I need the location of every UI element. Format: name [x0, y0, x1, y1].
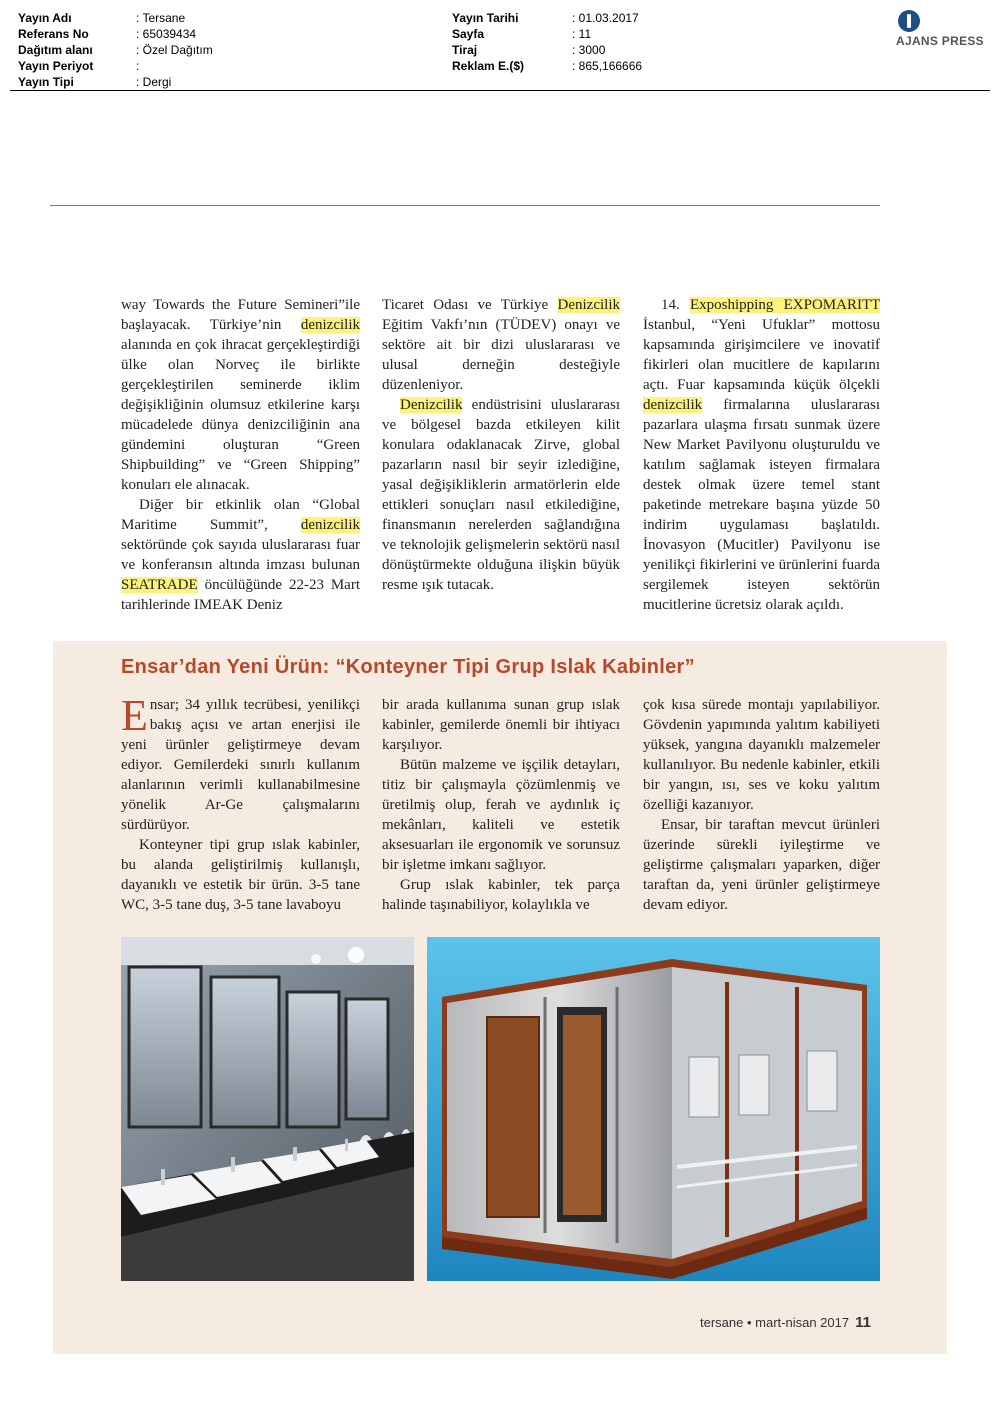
washroom-illustration [121, 937, 414, 1281]
meta-label: Tiraj [452, 43, 478, 57]
box-paragraph: Ensar, bir taraftan mevcut ürünleri üzerinde sürekli iyileştirme ve geliştirme çalışmaları yaparken, diğer taraftan da, yeni ürünler geliştirmeye devam ediyor. [643, 817, 880, 913]
meta-label: Dağıtım alanı [18, 43, 93, 57]
footer-publication: tersane • mart-nisan 2017 [700, 1315, 850, 1330]
container-cabin-illustration [427, 937, 880, 1281]
highlighted-keyword: denizcilik [300, 517, 360, 533]
box-column-1 [121, 691, 360, 915]
meta-label: Yayın Tipi [18, 75, 74, 89]
meta-label: Reklam E.($) [452, 59, 525, 73]
article-paragraph [382, 295, 620, 395]
box-paragraph: Bütün malzeme ve işçilik detayları, titiz bir çalışmayla çözümlenmiş ve üretilmiş olup, ferah ve aydınlık iç mekânları, kaliteli ve estetik aksesuarları ile ergonomik ve sorunsuz bir işletme imkanı sağlıyor. [382, 757, 620, 873]
text-run: alanında en çok ihracat gerçekleştirdiği ülke olan Norveç ile birlikte gerçekleştirilen seminerde iklim değişikliğinin olumsuz etkilerine karşı mücadelede dünya denizciliğinin ana gündemini oluşturan “Green Shipbuilding” ve “Green Shipping” konuları ele alınacak. [121, 337, 360, 493]
meta-row-tiraj [452, 42, 852, 58]
meta-label: Yayın Adı [18, 11, 72, 25]
meta-value: : Dergi [136, 75, 172, 89]
highlighted-keyword: Denizcilik [557, 297, 620, 313]
meta-label: Sayfa [452, 27, 485, 41]
article-paragraph [643, 295, 880, 615]
article-paragraph [121, 495, 360, 615]
text-run: way Towards the Future Semineri”ile başlayacak. Türkiye’nin [121, 297, 360, 333]
washroom-photo [121, 937, 414, 1281]
highlighted-keyword: denizcilik [300, 317, 360, 333]
logo-text: AJANS PRESS [896, 34, 984, 48]
logo-mark-icon [898, 10, 920, 32]
text-run: firmalarına uluslararası pazarlara ulaşma fırsatı sunmak üzere New Market Pavilyonu oluşturuldu ve katılım sağlamak isteyen firmalara destek olmak üzere temel stant paketinde metrekare başına yüzde 50 indirim uygulaması başlatıldı. İnovasyon (Mucitler) Pavilyonu ise yenilikçi fikirlerini ve ürünlerini fuarda sergilemek isteyen sektörün mucitlerine ücretsiz olarak açıldı. [643, 397, 880, 613]
meta-label: Referans No [18, 27, 89, 41]
meta-row-sayfa [452, 26, 852, 42]
publication-meta-right [452, 10, 852, 74]
meta-value: : [136, 59, 140, 73]
article-column-3 [643, 295, 880, 615]
news-box-title: Ensar’dan Yeni Ürün: “Konteyner Tipi Grup Islak Kabinler” [121, 656, 695, 678]
page-top-divider [50, 205, 880, 206]
footer-page-number: 11 [855, 1314, 871, 1331]
meta-row-yayin-periyot [18, 58, 448, 74]
text-run: Eğitim Vakfı’nın (TÜDEV) onayı ve sektöre ait bir dizi uluslararası ve ulusal derneğin desteğiyle düzenleniyor. [382, 317, 620, 393]
box-paragraph: Grup ıslak kabinler, tek parça halinde taşınabiliyor, kolaylıkla ve [382, 877, 620, 913]
box-column-3 [643, 695, 880, 915]
container-cabin-photo [427, 937, 880, 1281]
box-paragraph: çok kısa sürede montajı yapılabiliyor. Gövdenin yapımında yalıtım kabiliyeti yüksek, yangına dayanıklı malzemeler kullanılıyor. Bu nedenle kabinler, etkili bir yangın, ısı, ses ve koku yalıtım özelliği kazanıyor. [643, 697, 880, 813]
text-run: İstanbul, “Yeni Ufuklar” mottosu kapsamında girişimcilere ve inovatif fikirleri olan mucitlere de kapılarını açtı. Fuar kapsamında küçük ölçekli [643, 317, 880, 393]
article-column-2 [382, 295, 620, 595]
highlighted-keyword: Exposhipping EXPOMARITT [690, 297, 881, 313]
header-divider [10, 90, 990, 91]
article-paragraph [382, 395, 620, 595]
highlighted-keyword: Denizcilik [400, 397, 463, 413]
meta-row-yayin-tipi [18, 74, 448, 90]
highlighted-keyword: SEATRADE [121, 577, 198, 593]
text-run: öncülüğünde 22-23 Mart tarihlerinde IMEAK Deniz [121, 577, 360, 613]
page-footer [700, 1314, 871, 1331]
text-run: sektöründe çok sayıda uluslararası fuar ve konferansın altında imzası bulunan [121, 537, 360, 573]
meta-value: : 865,166666 [572, 59, 643, 73]
meta-row-referans-no [18, 26, 448, 42]
meta-row-yayin-adi [18, 10, 448, 26]
drop-cap: E [121, 691, 148, 740]
article-paragraph [121, 295, 360, 495]
text-run: endüstrisini uluslararası ve bölgesel bazda etkileyen kilit konulara odaklanacak Zirve, global pazarların nasıl bir seyir izlediğine, yasal değişikliklerin armatörlerin elde ettikleri sonuçları nasıl etkilediğine, finansmanın nerelerden sağlandığına ve teknolojik gelişmelerin sektörü nasıl dönüştürmekte olduğuna ilişkin büyük resme ışık tutacak. [382, 397, 620, 593]
ajans-press-logo [896, 8, 990, 52]
article-column-1 [121, 295, 360, 615]
box-paragraph [121, 691, 360, 835]
meta-label: Yayın Tarihi [452, 11, 519, 25]
meta-value: : 11 [572, 27, 592, 41]
meta-row-yayin-tarihi [452, 10, 852, 26]
publication-meta-left [18, 10, 448, 90]
meta-value: : 3000 [572, 43, 606, 57]
meta-value: : 01.03.2017 [572, 11, 639, 25]
highlighted-keyword: denizcilik [643, 397, 703, 413]
meta-row-dagitim-alani [18, 42, 448, 58]
text-run: Ticaret Odası ve Türkiye [382, 297, 558, 313]
text-run: Diğer bir etkinlik olan “Global Maritime Summit”, [121, 497, 360, 533]
meta-value: : Özel Dağıtım [136, 43, 213, 57]
meta-label: Yayın Periyot [18, 59, 94, 73]
box-paragraph: Konteyner tipi grup ıslak kabinler, bu alanda geliştirilmiş kullanışlı, dayanıklı ve estetik bir ürün. 3-5 tane WC, 3-5 tane duş, 3-5 tane lavaboyu [121, 837, 360, 913]
box-column-2 [382, 695, 620, 915]
meta-value: : 65039434 [136, 27, 197, 41]
meta-row-reklam [452, 58, 852, 74]
text-run: nsar; 34 yıllık tecrübesi, yenilikçi bakış açısı ve artan enerjisi ile yeni ürünler geliştirmeye devam ediyor. Gemilerdeki sınırlı kullanım alanlarının verimli kullanabilmesine yönelik Ar-Ge çalışmalarını sürdürüyor. [121, 697, 360, 833]
text-run: 14. [661, 297, 691, 313]
meta-value: : Tersane [136, 11, 186, 25]
box-paragraph: bir arada kullanıma sunan grup ıslak kabinler, gemilerde önemli bir ihtiyacı karşılıyor. [382, 697, 620, 753]
